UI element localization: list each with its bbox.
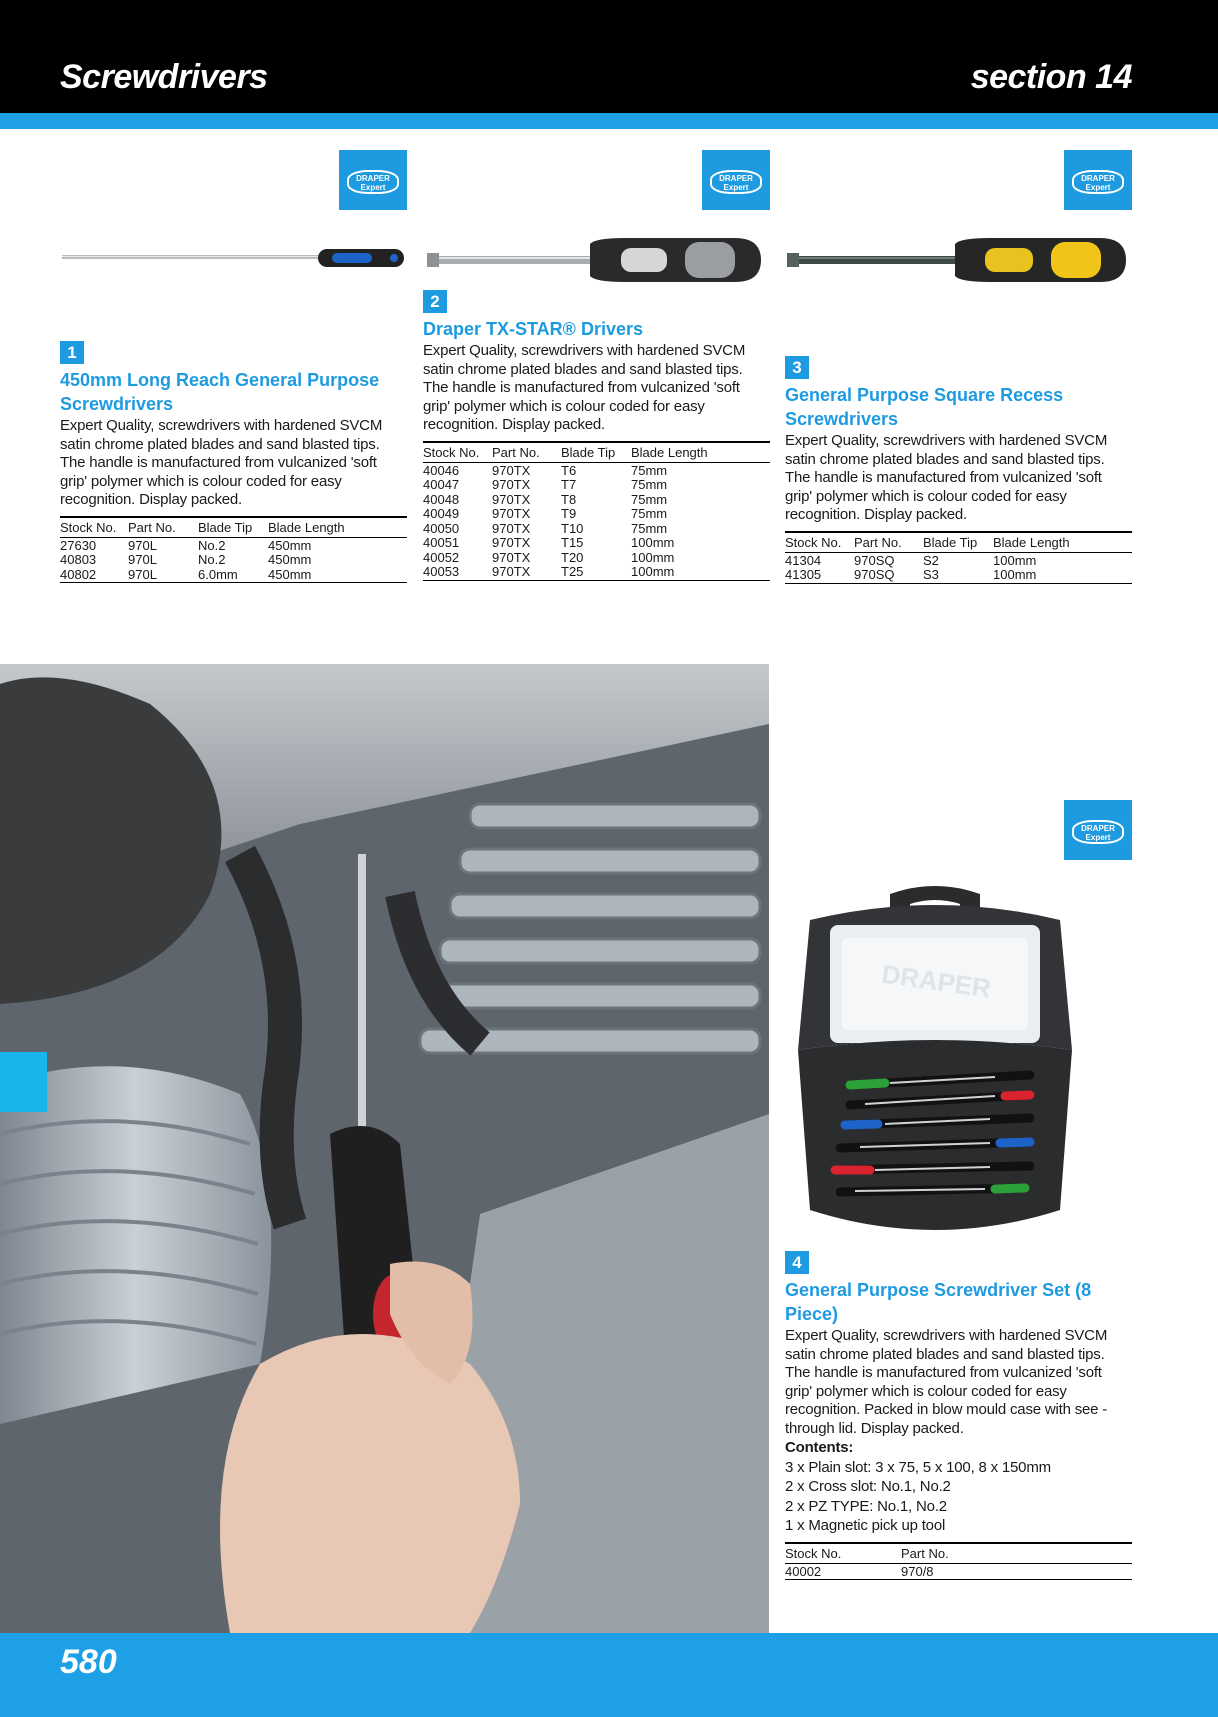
- product-4: [785, 1251, 1132, 1580]
- table-cell: 6.0mm: [198, 566, 238, 582]
- product-description: Expert Quality, screwdrivers with hardened SVCM satin chrome plated blades and sand blasted tips. The handle is manufactured from vulcanized 'soft grip' polymer which is colour coded for easy recognition. Display packed.: [423, 342, 746, 433]
- logo-subtext: Expert: [1085, 183, 1111, 192]
- svg-text:DRAPER: DRAPER: [879, 958, 993, 1004]
- column-header: Blade Tip: [198, 519, 253, 535]
- table-cell: 970L: [128, 566, 157, 582]
- table-cell: 40802: [60, 566, 97, 582]
- table-cell: 450mm: [268, 552, 312, 567]
- table-cell: 970TX: [492, 564, 531, 579]
- table-cell: S3: [923, 567, 939, 582]
- spec-table: [785, 1542, 1132, 1581]
- draper-expert-logo: [1064, 800, 1132, 860]
- tx-star-screwdriver-image: [425, 232, 765, 288]
- table-cell: 40052: [423, 549, 460, 565]
- logo-badge: [347, 170, 399, 194]
- logo-subtext: Expert: [360, 183, 386, 192]
- column-header: Stock No.: [423, 444, 480, 460]
- table-cell: T25: [561, 564, 584, 579]
- product-description: Expert Quality, screwdrivers with hardened SVCM satin chrome plated blades and sand blasted tips. The handle is manufactured from vulcanized 'soft grip' polymer which is colour coded for easy recognition. Display packed.: [785, 432, 1108, 523]
- page-header: [0, 0, 1218, 113]
- product-number: 4: [785, 1251, 809, 1274]
- column-header: Part No.: [854, 534, 902, 550]
- column-header: Blade Length: [631, 444, 708, 460]
- column-header: Stock No.: [785, 534, 842, 550]
- table-cell: 970TX: [492, 491, 531, 507]
- contents-heading: Contents:: [785, 1439, 854, 1456]
- product-title: 450mm Long Reach General Purpose Screwdrivers: [60, 370, 380, 414]
- table-cell: 100mm: [993, 567, 1037, 582]
- table-cell: No.2: [198, 552, 226, 567]
- table-row: [423, 462, 770, 478]
- table-row: [423, 493, 770, 508]
- long-reach-screwdriver-image: [60, 243, 405, 273]
- table-cell: 75mm: [631, 462, 668, 478]
- table-cell: 40050: [423, 520, 460, 536]
- logo-text: DRAPER: [1081, 824, 1115, 833]
- product-description: Expert Quality, screwdrivers with hardened SVCM satin chrome plated blades and sand blasted tips. The handle is manufactured from vulcanized 'soft grip' polymer which is colour coded for easy recognition. Packed in blow mould case with see - through lid. Display packed.: [785, 1327, 1108, 1437]
- table-cell: T10: [561, 520, 584, 536]
- table-cell: T8: [561, 491, 577, 507]
- table-cell: 100mm: [631, 564, 675, 579]
- page-footer: [0, 1633, 1218, 1717]
- table-cell: 75mm: [631, 477, 668, 492]
- column-header: Part No.: [128, 519, 176, 535]
- table-row: [60, 553, 407, 568]
- contents-item: 3 x Plain slot: 3 x 75, 5 x 100, 8 x 150mm: [785, 1458, 1051, 1476]
- table-header-row: [60, 517, 407, 538]
- table-cell: 970TX: [492, 506, 531, 521]
- logo-text: DRAPER: [719, 174, 753, 183]
- table-row: [423, 565, 770, 580]
- logo-badge: [1072, 820, 1124, 844]
- logo-subtext: Expert: [1085, 833, 1111, 842]
- column-header: Blade Tip: [923, 534, 978, 550]
- draper-expert-logo: [1064, 150, 1132, 210]
- table-cell: 100mm: [631, 549, 675, 565]
- table-row: [423, 507, 770, 522]
- table-cell: 970SQ: [854, 567, 895, 582]
- contents-item: 2 x PZ TYPE: No.1, No.2: [785, 1497, 947, 1515]
- table-row: [423, 522, 770, 537]
- spec-table: [423, 441, 770, 581]
- square-recess-screwdriver-image: [785, 232, 1130, 288]
- side-index-tab: [0, 1052, 47, 1112]
- table-cell: 970SQ: [854, 552, 895, 568]
- table-cell: 100mm: [993, 552, 1037, 568]
- table-cell: 75mm: [631, 520, 668, 536]
- product-2: [423, 290, 770, 581]
- column-header: Part No.: [901, 1545, 949, 1561]
- column-header: Stock No.: [60, 519, 117, 535]
- contents-item: 1 x Magnetic pick up tool: [785, 1517, 946, 1534]
- table-cell: 970TX: [492, 535, 531, 550]
- page-title: Screwdrivers: [60, 58, 268, 96]
- product-description: Expert Quality, screwdrivers with hardened SVCM satin chrome plated blades and sand blasted tips. The handle is manufactured from vulcanized 'soft grip' polymer which is colour coded for easy recognition. Display packed.: [60, 417, 383, 508]
- product-1: [60, 341, 407, 583]
- mechanic-photo: [0, 664, 769, 1633]
- table-cell: 27630: [60, 537, 97, 553]
- table-row: [423, 551, 770, 566]
- product-3: [785, 356, 1132, 584]
- table-cell: T9: [561, 506, 577, 521]
- table-row: [60, 568, 407, 583]
- draper-expert-logo: [702, 150, 770, 210]
- logo-subtext: Expert: [723, 183, 749, 192]
- table-header-row: [785, 532, 1132, 553]
- page-number: 580: [60, 1643, 117, 1681]
- table-cell: T7: [561, 477, 577, 492]
- product-title: Draper TX-STAR® Drivers: [423, 319, 643, 339]
- table-cell: 40053: [423, 564, 460, 579]
- logo-badge: [710, 170, 762, 194]
- table-row: [785, 552, 1132, 568]
- table-cell: 41304: [785, 552, 822, 568]
- table-cell: 40051: [423, 535, 460, 550]
- table-cell: 40047: [423, 477, 460, 492]
- contents-item: 2 x Cross slot: No.1, No.2: [785, 1478, 951, 1495]
- table-cell: 970L: [128, 552, 157, 567]
- table-cell: 970TX: [492, 477, 531, 492]
- column-header: Stock No.: [785, 1545, 842, 1561]
- draper-expert-logo: [339, 150, 407, 210]
- table-cell: T20: [561, 549, 584, 565]
- table-cell: 40049: [423, 506, 460, 521]
- table-cell: 450mm: [268, 537, 312, 553]
- table-cell: 40046: [423, 462, 460, 478]
- table-cell: 40048: [423, 491, 460, 507]
- table-cell: T6: [561, 462, 577, 478]
- table-row: [785, 1563, 1132, 1580]
- product-number: 3: [785, 356, 809, 379]
- table-cell: No.2: [198, 537, 226, 553]
- table-cell: 75mm: [631, 506, 668, 521]
- column-header: Blade Length: [993, 534, 1070, 550]
- product-title: General Purpose Square Recess Screwdrivers: [785, 385, 1064, 429]
- table-cell: 970/8: [901, 1563, 934, 1579]
- table-cell: 40803: [60, 552, 97, 567]
- product-title: General Purpose Screwdriver Set (8 Piece): [785, 1280, 1092, 1324]
- table-cell: 75mm: [631, 491, 668, 507]
- section-label: section 14: [970, 58, 1132, 96]
- table-header-row: [423, 442, 770, 463]
- table-row: [785, 568, 1132, 583]
- column-header: Part No.: [492, 444, 540, 460]
- table-cell: T15: [561, 535, 584, 550]
- table-cell: 970TX: [492, 462, 531, 478]
- table-cell: 100mm: [631, 535, 675, 550]
- table-cell: 41305: [785, 567, 822, 582]
- table-cell: 450mm: [268, 566, 312, 582]
- column-header: Blade Length: [268, 519, 345, 535]
- column-header: Blade Tip: [561, 444, 616, 460]
- product-number: 1: [60, 341, 84, 364]
- header-stripe: [0, 113, 1218, 129]
- table-cell: 970L: [128, 537, 157, 553]
- logo-text: DRAPER: [1081, 174, 1115, 183]
- table-row: [423, 536, 770, 551]
- logo-badge: [1072, 170, 1124, 194]
- screwdriver-set-case-image: [790, 880, 1080, 1242]
- table-row: [423, 478, 770, 493]
- table-cell: 40002: [785, 1563, 822, 1579]
- table-cell: 970TX: [492, 520, 531, 536]
- spec-table: [60, 516, 407, 584]
- table-cell: 970TX: [492, 549, 531, 565]
- product-number: 2: [423, 290, 447, 313]
- logo-text: DRAPER: [356, 174, 390, 183]
- table-row: [60, 537, 407, 553]
- table-header-row: [785, 1543, 1132, 1564]
- spec-table: [785, 531, 1132, 584]
- table-cell: S2: [923, 552, 939, 568]
